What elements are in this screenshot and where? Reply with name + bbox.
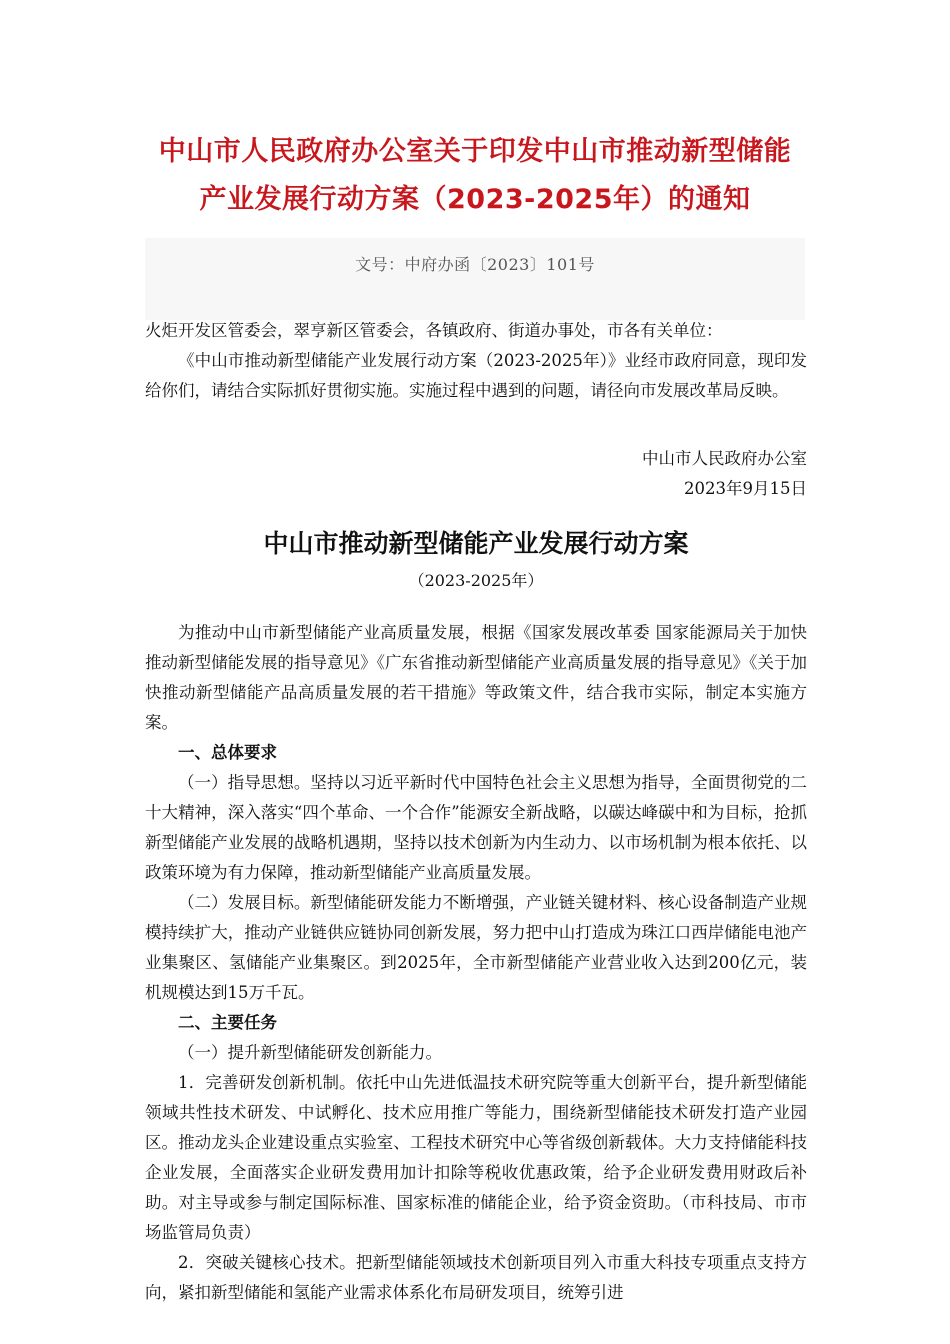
section-heading-tasks: 二、主要任务 [178,1013,277,1032]
plan-body [145,618,807,1308]
plan-title: 中山市推动新型储能产业发展行动方案 [263,529,689,558]
plan-years: （2023-2025年） [408,571,544,590]
doc-number-panel [145,238,805,320]
notice-title-line2: 产业发展行动方案（2023-2025年）的通知 [199,184,751,215]
notice-date: 2023年9月15日 [684,479,807,498]
notice-title [120,128,830,224]
notice-recipients: 火炬开发区管委会，翠亨新区管委会，各镇政府、街道办事处，市各有关单位： [145,321,723,340]
plan-intro: 为推动中山市新型储能产业高质量发展，根据《国家发展改革委 国家能源局关于加快推动新型储能发展的指导意见》《广东省推动新型储能产业高质量发展的指导意见》《关于加快推动新型储能产品高质量发展的若干措施》等政策文件，结合我市实际，制定本实施方案。 [145,623,807,732]
notice-paragraph: 《中山市推动新型储能产业发展行动方案（2023-2025年）》业经市政府同意，现印发给你们，请结合实际抓好贯彻实施。实施过程中遇到的问题，请径向市发展改革局反映。 [145,351,807,400]
task-item-2: 2．突破关键核心技术。把新型储能领域技术创新项目列入市重大科技专项重点支持方向，紧扣新型储能和氢能产业需求体系化布局研发项目，统筹引进 [145,1253,807,1302]
notice-issuer: 中山市人民政府办公室 [642,449,807,468]
guiding-ideology-paragraph: （一）指导思想。坚持以习近平新时代中国特色社会主义思想为指导，全面贯彻党的二十大精神，深入落实“四个革命、一个合作”能源安全新战略，以碳达峰碳中和为目标，抢抓新型储能产业发展的战略机遇期，坚持以技术创新为内生动力、以市场机制为根本依托、以政策环境为有力保障，推动新型储能产业高质量发展。 [145,773,807,882]
section-heading-general: 一、总体要求 [178,743,277,762]
task-item-1: 1．完善研发创新机制。依托中山先进低温技术研究院等重大创新平台，提升新型储能领域共性技术研发、中试孵化、技术应用推广等能力，围绕新型储能技术研发打造产业园区。推动龙头企业建设重点实验室、工程技术研究中心等省级创新载体。大力支持储能科技企业发展，全面落实企业研发费用加计扣除等税收优惠政策，给予企业研发费用财政后补助。对主导或参与制定国际标准、国家标准的储能企业，给予资金资助。（市科技局、市市场监管局负责） [145,1073,807,1242]
notice-body [145,316,807,406]
development-goals-paragraph: （二）发展目标。新型储能研发能力不断增强，产业链关键材料、核心设备制造产业规模持续扩大，推动产业链供应链协同创新发展，努力把中山打造成为珠江口西岸储能电池产业集聚区、氢储能产业集聚区。到2025年，全市新型储能产业营业收入达到200亿元，装机规模达到15万千瓦。 [145,893,807,1002]
task-subheading: （一）提升新型储能研发创新能力。 [178,1043,442,1062]
doc-number: 文号：中府办函〔2023〕101号 [355,255,595,274]
notice-signature [145,444,807,504]
notice-title-line1: 中山市人民政府办公室关于印发中山市推动新型储能 [158,136,792,167]
